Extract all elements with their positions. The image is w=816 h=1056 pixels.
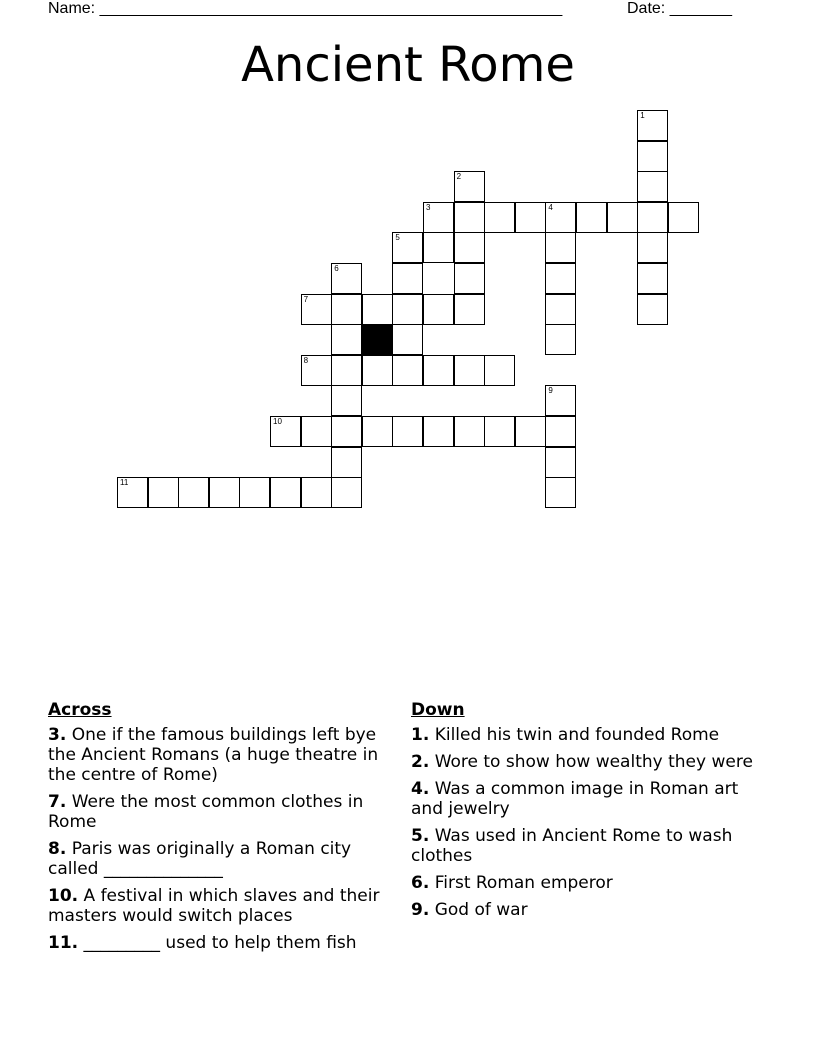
clue-down-4 — [411, 779, 756, 819]
grid-cell[interactable] — [454, 416, 485, 447]
clue-number-label: 11 — [120, 478, 129, 488]
grid-cell[interactable] — [545, 232, 576, 263]
clue-down-5 — [411, 826, 756, 866]
clue-text: One if the famous buildings left bye the Ancient Romans (a huge theatre in the centre of Rome) — [48, 725, 379, 785]
grid-cell[interactable] — [637, 202, 668, 233]
grid-cell[interactable] — [301, 355, 332, 386]
grid-cell[interactable] — [637, 171, 668, 202]
grid-cell[interactable] — [148, 477, 179, 508]
grid-cell[interactable] — [454, 171, 485, 202]
clue-text: First Roman emperor — [434, 873, 613, 893]
clue-across-3 — [48, 725, 398, 785]
clue-number-label: 9 — [548, 386, 553, 396]
clue-down-9 — [411, 900, 756, 920]
grid-cell[interactable] — [423, 416, 454, 447]
grid-cell[interactable] — [637, 232, 668, 263]
grid-block-cell — [362, 324, 393, 355]
clue-text: A festival in which slaves and their masters would switch places — [48, 886, 380, 926]
grid-cell[interactable] — [515, 202, 546, 233]
grid-cell[interactable] — [454, 355, 485, 386]
clue-number: 11. — [48, 933, 79, 953]
clue-number-label: 1 — [640, 111, 645, 120]
grid-cell[interactable] — [331, 385, 362, 416]
grid-cell[interactable] — [484, 416, 515, 447]
grid-cell[interactable] — [270, 477, 301, 508]
across-heading: Across — [48, 700, 112, 720]
grid-cell[interactable] — [301, 294, 332, 325]
grid-cell[interactable] — [331, 355, 362, 386]
clue-number-label: 7 — [303, 294, 309, 304]
grid-cell[interactable] — [637, 263, 668, 294]
grid-cell[interactable] — [423, 355, 454, 386]
page-title: Ancient Rome — [241, 37, 575, 93]
clue-down-2 — [411, 752, 756, 772]
grid-cell[interactable] — [423, 202, 454, 233]
clue-text: Was used in Ancient Rome to wash clothes — [411, 826, 733, 866]
clue-text: Was a common image in Roman art and jewelry — [411, 779, 739, 819]
grid-cell[interactable] — [545, 324, 576, 355]
clue-number: 2. — [411, 752, 430, 772]
clue-number-label: 3 — [426, 202, 431, 212]
grid-cell[interactable] — [454, 202, 485, 233]
grid-cell[interactable] — [209, 477, 240, 508]
grid-cell[interactable] — [331, 416, 362, 447]
grid-cell[interactable] — [392, 324, 423, 355]
grid-cell[interactable] — [331, 263, 362, 294]
clue-number: 6. — [411, 873, 430, 893]
clue-number-label: 10 — [273, 417, 282, 426]
grid-cell[interactable] — [362, 355, 393, 386]
down-heading: Down — [411, 700, 465, 720]
grid-cell[interactable] — [392, 232, 423, 263]
clue-text: Paris was originally a Roman city called ______________ — [48, 839, 352, 879]
grid-cell[interactable] — [545, 477, 576, 508]
grid-cell[interactable] — [576, 202, 607, 233]
grid-cell[interactable] — [637, 110, 668, 141]
grid-cell[interactable] — [545, 294, 576, 325]
grid-cell[interactable] — [117, 477, 148, 508]
grid-cell[interactable] — [668, 202, 699, 233]
grid-cell[interactable] — [392, 263, 423, 294]
grid-cell[interactable] — [637, 294, 668, 325]
clue-number-label: 2 — [456, 172, 462, 182]
grid-cell[interactable] — [545, 263, 576, 294]
grid-cell[interactable] — [545, 416, 576, 447]
clue-number-label: 5 — [395, 233, 400, 243]
grid-cell[interactable] — [362, 294, 393, 325]
clue-number-label: 6 — [334, 264, 339, 273]
clue-down-6 — [411, 873, 756, 893]
date-field[interactable]: Date: _______ — [627, 0, 732, 17]
clue-number: 5. — [411, 826, 430, 846]
clue-number: 1. — [411, 725, 430, 745]
grid-cell[interactable] — [545, 202, 576, 233]
grid-cell[interactable] — [331, 477, 362, 508]
name-field[interactable]: Name: ____________________________________________________ — [48, 0, 563, 17]
grid-cell[interactable] — [301, 477, 332, 508]
across-clues — [48, 700, 398, 960]
down-clues — [411, 700, 756, 927]
clue-down-1 — [411, 725, 756, 745]
clue-number: 4. — [411, 779, 430, 799]
grid-cell[interactable] — [178, 477, 209, 508]
grid-cell[interactable] — [423, 232, 454, 263]
clue-number: 3. — [48, 725, 67, 745]
clue-number: 10. — [48, 886, 79, 906]
grid-cell[interactable] — [239, 477, 270, 508]
clue-number-label: 8 — [303, 355, 309, 365]
grid-cell[interactable] — [454, 294, 485, 325]
grid-cell[interactable] — [637, 141, 668, 172]
grid-cell[interactable] — [362, 416, 393, 447]
clue-text: Killed his twin and founded Rome — [434, 725, 720, 745]
grid-cell[interactable] — [484, 202, 515, 233]
clue-across-7 — [48, 792, 398, 832]
clue-number: 9. — [411, 900, 430, 920]
clue-text: Wore to show how wealthy they were — [434, 752, 753, 772]
clue-text: _________ used to help them fish — [83, 933, 357, 953]
grid-cell[interactable] — [545, 447, 576, 478]
grid-cell[interactable] — [392, 355, 423, 386]
grid-cell[interactable] — [484, 355, 515, 386]
clue-number-label: 4 — [548, 202, 553, 212]
grid-cell[interactable] — [423, 294, 454, 325]
clue-across-10 — [48, 886, 398, 926]
clue-text: Were the most common clothes in Rome — [48, 792, 364, 832]
grid-cell[interactable] — [392, 416, 423, 447]
grid-cell[interactable] — [331, 447, 362, 478]
grid-cell[interactable] — [454, 232, 485, 263]
grid-cell[interactable] — [454, 263, 485, 294]
clue-across-11 — [48, 933, 398, 953]
grid-cell[interactable] — [392, 294, 423, 325]
clue-number: 8. — [48, 839, 67, 859]
grid-cell[interactable] — [270, 416, 301, 447]
clue-text: God of war — [434, 900, 528, 920]
grid-cell[interactable] — [545, 385, 576, 416]
clue-across-8 — [48, 839, 398, 879]
grid-cell[interactable] — [331, 294, 362, 325]
clue-number: 7. — [48, 792, 67, 812]
grid-cell[interactable] — [515, 416, 546, 447]
grid-cell[interactable] — [301, 416, 332, 447]
grid-cell[interactable] — [331, 324, 362, 355]
grid-cell[interactable] — [607, 202, 638, 233]
